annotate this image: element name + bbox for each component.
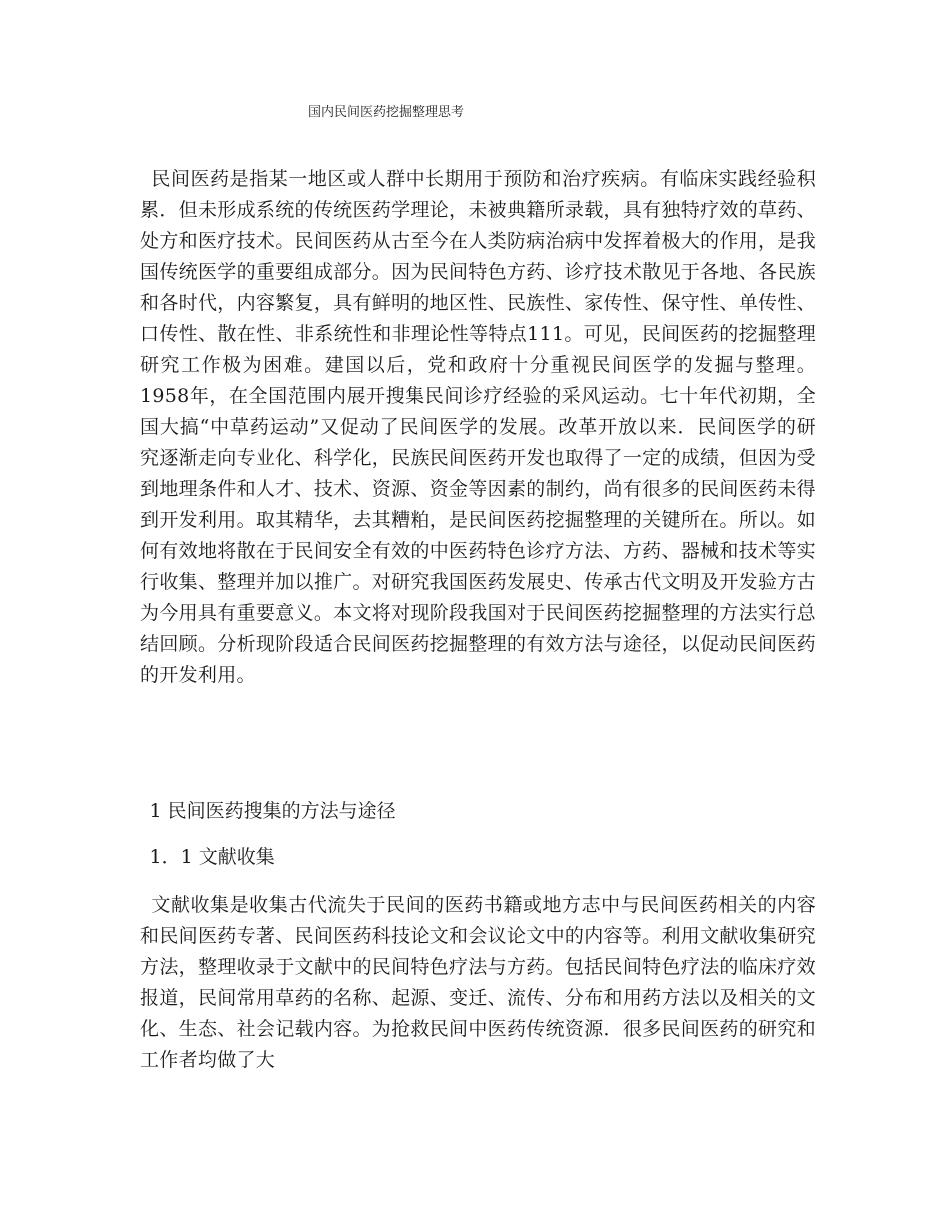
section-heading: 1 民间医药搜集的方法与途径 [149,800,396,822]
paragraph-literature-collection: 文献收集是收集古代流失于民间的医药书籍或地方志中与民间医药相关的内容和民间医药专著、民间医药科技论文和会议论文中的内容等。利用文献收集研究方法，整理收录于文献中的民间特色疗法与方药。包括民间特色疗法的临床疗效报道，民间常用草药的名称、起源、变迁、流传、分布和用药方法以及相关的文化、生态、社会记载内容。为抢救民间中医药传统资源．很多民间医药的研究和工作者均做了大 [140,894,816,1071]
paragraph-introduction: 民间医药是指某一地区或人群中长期用于预防和治疗疾病。有临床实践经验积累．但未形成系统的传统医药学理论，未被典籍所录载，具有独特疗效的草药、处方和医疗技术。民间医药从古至今在人类防病治病中发挥着极大的作用，是我国传统医学的重要组成部分。因为民间特色方药、诊疗技术散见于各地、各民族和各时代，内容繁复，具有鲜明的地区性、民族性、家传性、保守性、单传性、口传性、散在性、非系统性和非理论性等特点111。可见，民间医药的挖掘整理研究工作极为困难。建国以后，党和政府十分重视民间医学的发掘与整理。1958年，在全国范围内展开搜集民间诊疗经验的采风运动。七十年代初期，全国大搞“中草药运动”又促动了民间医学的发展。改革开放以来．民间医学的研究逐渐走向专业化、科学化，民族民间医药开发也取得了一定的成绩，但因为受到地理条件和人才、技术、资源、资金等因素的制约，尚有很多的民间医药未得到开发利用。取其精华，去其糟粕，是民间医药挖掘整理的关键所在。所以。如何有效地将散在于民间安全有效的中医药特色诊疗方法、方药、器械和技术等实行收集、整理并加以推广。对研究我国医药发展史、传承古代文明及开发验方古为今用具有重要意义。本文将对现阶段我国对于民间医药挖掘整理的方法实行总结回顾。分析现阶段适合民间医药挖掘整理的有效方法与途径，以促动民间医药的开发利用。 [140,168,816,686]
running-title: 国内民间医药挖掘整理思考 [308,105,465,120]
subsection-heading: 1．1 文献收集 [149,846,275,868]
